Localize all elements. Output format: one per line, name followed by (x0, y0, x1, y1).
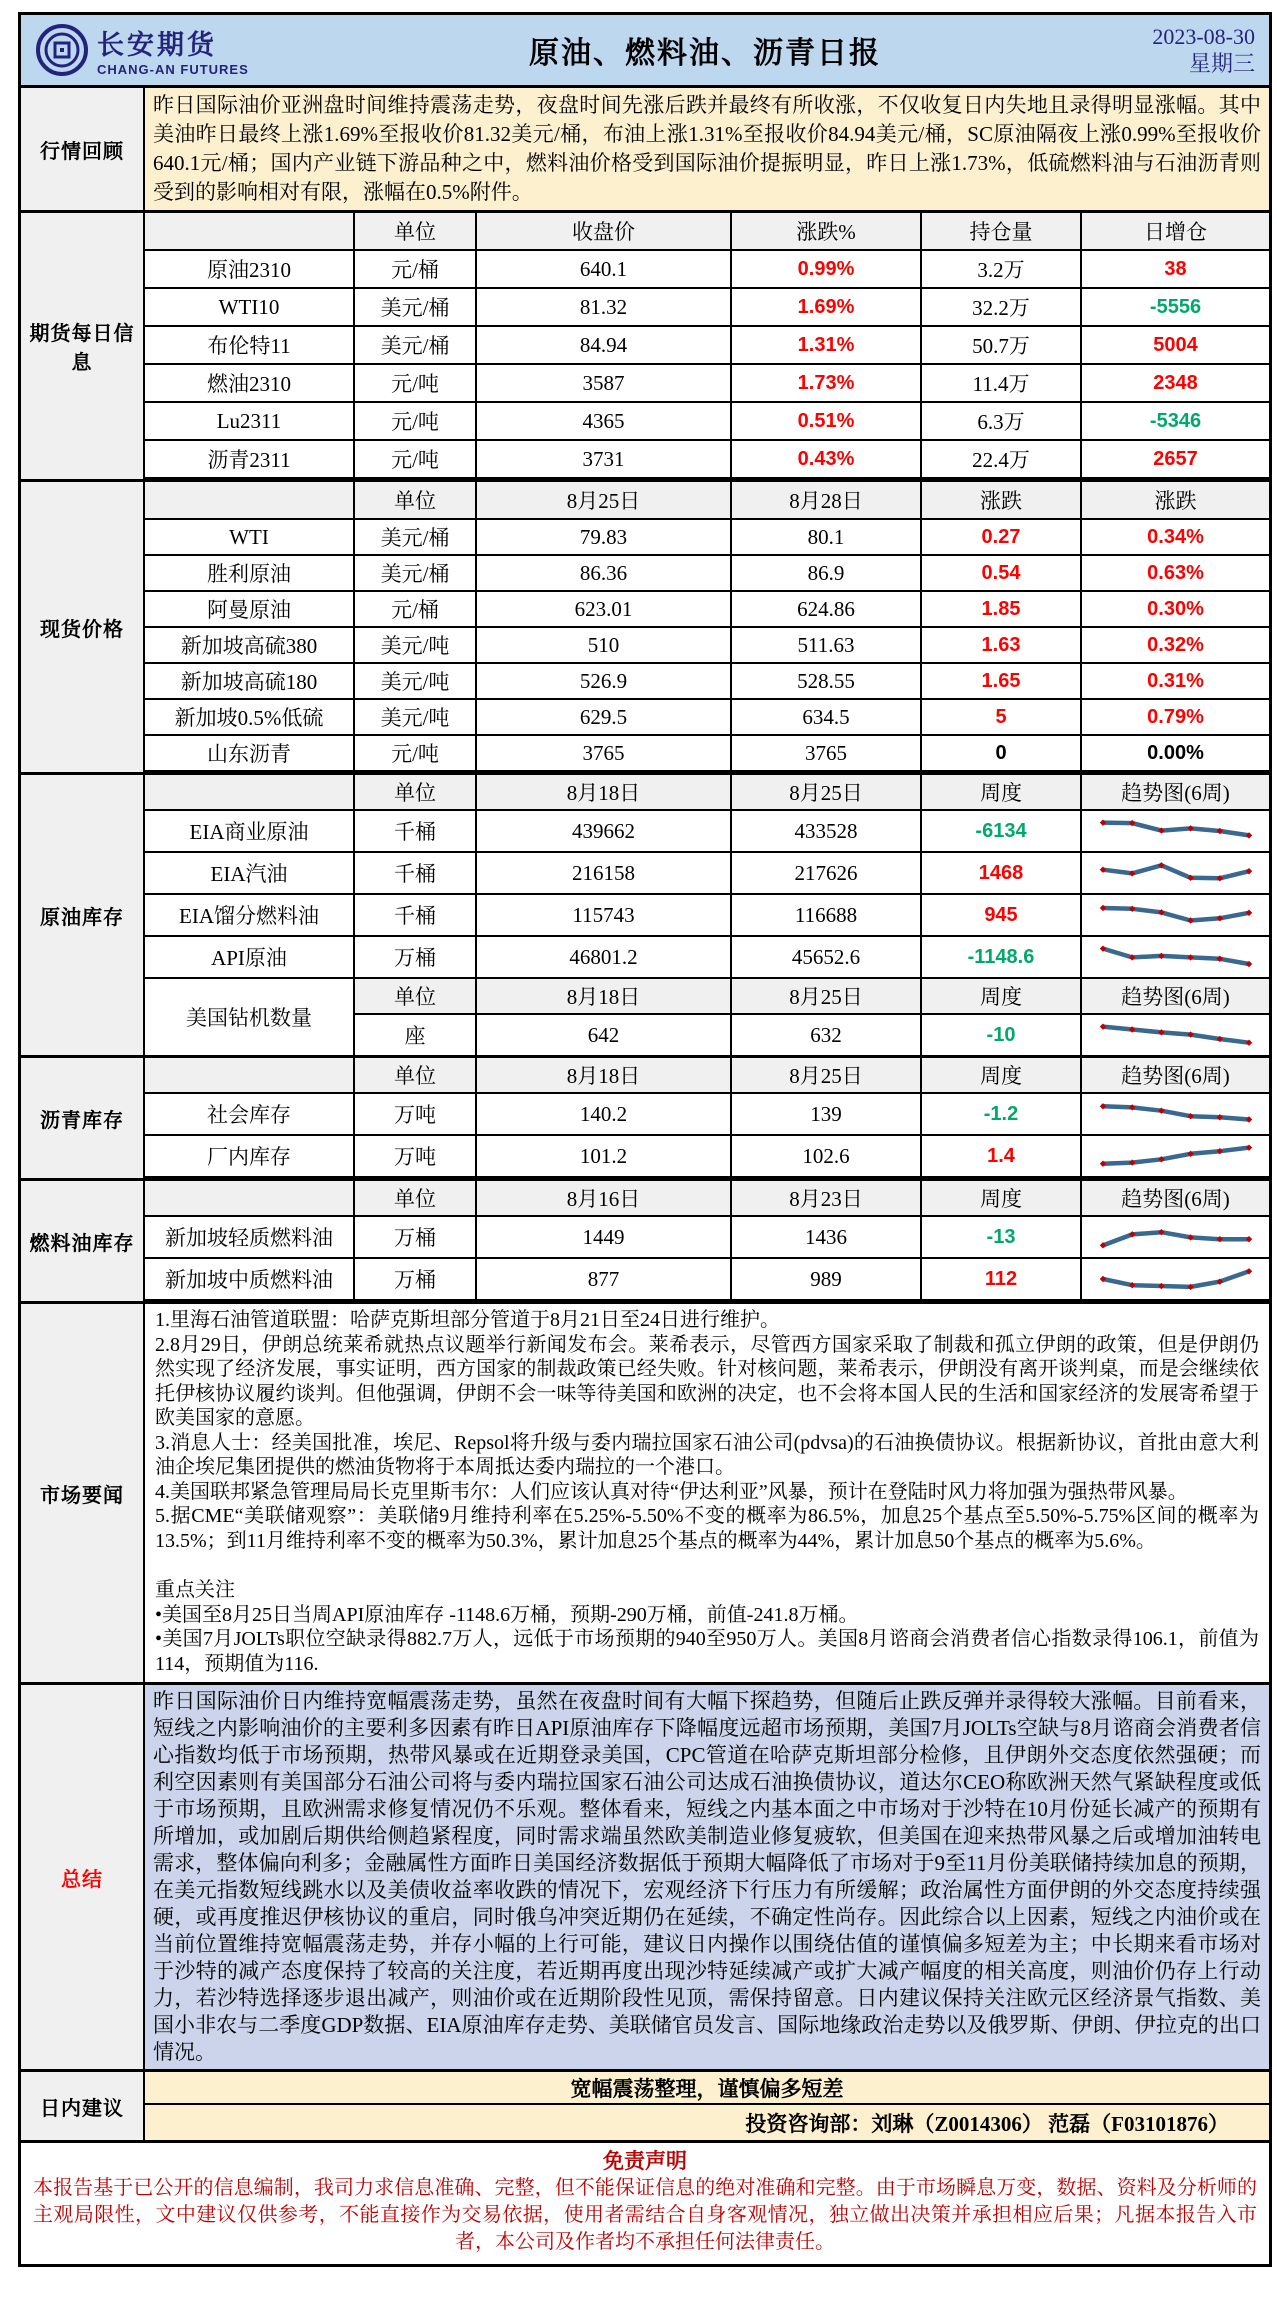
futures-table-header (145, 213, 1269, 251)
change-pct-cell: 0.32% (1082, 628, 1269, 664)
open-interest-cell: 50.7万 (922, 327, 1082, 365)
spot-table-row (145, 592, 1269, 628)
value-date2-cell: 1436 (732, 1217, 922, 1259)
change-pct-cell: 0.79% (1082, 700, 1269, 736)
price-date2-cell: 511.63 (732, 628, 922, 664)
company-name: 长安期货 (97, 30, 217, 60)
header-blank (145, 1181, 355, 1217)
header-date-2: 8月25日 (732, 1058, 922, 1094)
unit-cell: 美元/吨 (355, 664, 477, 700)
weekly-change-cell: -1.2 (922, 1094, 1082, 1136)
header-weekly: 周度 (922, 979, 1082, 1015)
unit-cell: 万桶 (355, 1217, 477, 1259)
price-date1-cell: 526.9 (477, 664, 732, 700)
section-label-market-news: 市场要闻 (21, 1304, 145, 1682)
header-blank (145, 775, 355, 811)
inventory-name: EIA馏分燃料油 (145, 895, 355, 937)
unit-cell: 元/吨 (355, 441, 477, 479)
unit-cell: 元/吨 (355, 736, 477, 772)
inventory-table-header (145, 775, 1269, 811)
news-item: 2.8月29日，伊朗总统莱希就热点议题举行新闻发布会。莱希表示，尽管西方国家采取了制裁和孤立伊朗的政策，但是伊朗仍然实现了经济发展，事实证明，西方国家的制裁政策已经失败。针对核问题，莱希表示，伊朗没有离开谈判桌，而是会继续依托伊核协议履约谈判。但他强调，伊朗不会一味等待美国和欧洲的决定，也不会将本国人民的生活和国家经济的发展寄希望于欧美国家的意愿。 (155, 1333, 1259, 1429)
inventory-name: EIA商业原油 (145, 811, 355, 853)
section-label-market-review: 行情回顾 (21, 88, 145, 210)
value-date2-cell: 139 (732, 1094, 922, 1136)
weekly-change-cell: -13 (922, 1217, 1082, 1259)
contract-name: WTI10 (145, 289, 355, 327)
price-date1-cell: 79.83 (477, 520, 732, 556)
rig-count-name: 美国钻机数量 (145, 979, 355, 1055)
header-unit: 单位 (355, 1058, 477, 1094)
inventory-name: 厂内库存 (145, 1136, 355, 1178)
section-futures-info (21, 213, 1269, 482)
section-market-review (21, 88, 1269, 213)
asphalt-inventory-table (145, 1058, 1269, 1178)
section-advice (21, 2072, 1269, 2143)
focus-item: •美国至8月25日当周API原油库存 -1148.6万桶，预期-290万桶，前值-241.8万桶。 (155, 1603, 859, 1626)
change-pct-cell: 1.73% (732, 365, 922, 403)
report-header (21, 15, 1269, 88)
section-label-crude-inventory: 原油库存 (21, 775, 145, 1055)
value-date1-cell: 46801.2 (477, 937, 732, 979)
value-date1-cell: 140.2 (477, 1094, 732, 1136)
change-pct-cell: 0.51% (732, 403, 922, 441)
change-cell: 1.65 (922, 664, 1082, 700)
unit-cell: 元/桶 (355, 251, 477, 289)
unit-cell: 美元/桶 (355, 289, 477, 327)
weekly-change-cell: 112 (922, 1259, 1082, 1301)
trend-sparkline (1082, 895, 1269, 937)
value-date2-cell: 102.6 (732, 1136, 922, 1178)
weekly-change-cell: 1.4 (922, 1136, 1082, 1178)
header-blank (145, 1058, 355, 1094)
focus-list (155, 1603, 1259, 1677)
unit-cell: 美元/桶 (355, 520, 477, 556)
summary-text: 昨日国际油价日内维持宽幅震荡走势，虽然在夜盘时间有大幅下探趋势，但随后止跌反弹并录得较大涨幅。目前看来，短线之内影响油价的主要利多因素有昨日API原油库存下降幅度远超市场预期，美国7月JOLTs空缺与8月谘商会消费者信心指数均低于市场预期，热带风暴或在近期登录美国，CPC管道在哈萨克斯坦部分检修，且伊朗外交态度依然强硬；而利空因素则有美国部分石油公司将与委内瑞拉国家石油公司达成石油换债协议，道达尔CEO称欧洲天然气紧缺程度或低于市场预期，且欧洲需求修复情况仍不乐观。整体看来，短线之内基本面之中市场对于沙特在10月份延长减产的预期有所增加，或加剧后期供给侧趋紧程度，同时需求端虽然欧美制造业修复疲软，但美国在迎来热带风暴之后或增加油转电需求，整体偏向利多；金融属性方面昨日美国经济数据低于预期大幅降低了市场对于9至11月份美联储持续加息的预期，在美元指数短线跳水以及美债收益率收跌的情况下，宏观经济下行压力有所缓解；政治属性方面伊朗的外交态度持续强硬，或再度推迟伊核协议的重启，同时俄乌冲突近期仍在延续，不确定性尚存。因此综合以上因素，短线之内油价或在当前位置维持宽幅震荡走势，并存小幅的上行可能，建议日内操作以围绕估值的谨慎偏多短差为主；中长期来看市场对于沙特的减产态度保持了较高的关注度，若近期再度出现沙特延续减产或扩大减产幅度的相关高度，则油价仍存上行动力，若沙特选择逐步退出减产，则油价或在近期阶段性见顶，需保持留意。日内建议保持关注欧元区经济景气指数、美国小非农与二季度GDP数据、EIA原油库存走势、美联储官员发言、国际地缘政治走势以及俄罗斯、伊朗、伊拉克的出口情况。 (145, 1685, 1269, 2069)
change-pct-cell: 1.69% (732, 289, 922, 327)
value-date2-cell: 433528 (732, 811, 922, 853)
inventory-table-row (145, 853, 1269, 895)
header-trend-chart: 趋势图(6周) (1082, 1181, 1269, 1217)
header-trend-chart: 趋势图(6周) (1082, 1058, 1269, 1094)
change-pct-cell: 0.99% (732, 251, 922, 289)
change-pct-cell: 0.31% (1082, 664, 1269, 700)
section-disclaimer (21, 2143, 1269, 2264)
unit-cell: 万桶 (355, 1259, 477, 1301)
header-trend-chart: 趋势图(6周) (1082, 979, 1269, 1015)
spot-table-header (145, 482, 1269, 520)
disclaimer-text: 本报告基于已公开的信息编制，我司力求信息准确、完整，但不能保证信息的绝对准确和完整。由于市场瞬息万变，数据、资料及分析师的主观局限性，文中建议仅供参考，不能直接作为交易依据，使用者需结合自身客观情况，独立做出决策并承担相应后果；凡据本报告入市者，本公司及作者均不承担任何法律责任。 (33, 2177, 1257, 2253)
report-title: 原油、燃料油、沥青日报 (529, 37, 881, 70)
oi-daily-change-cell: -5556 (1082, 289, 1269, 327)
close-price-cell: 4365 (477, 403, 732, 441)
inventory-name: API原油 (145, 937, 355, 979)
product-name: 阿曼原油 (145, 592, 355, 628)
unit-cell: 美元/桶 (355, 556, 477, 592)
section-label-summary: 总结 (21, 1685, 145, 2069)
value-date2-cell: 989 (732, 1259, 922, 1301)
open-interest-cell: 6.3万 (922, 403, 1082, 441)
header-date-1: 8月18日 (477, 775, 732, 811)
unit-cell: 万桶 (355, 937, 477, 979)
change-cell: 1.85 (922, 592, 1082, 628)
product-name: 新加坡高硫380 (145, 628, 355, 664)
price-date2-cell: 86.9 (732, 556, 922, 592)
daily-report (18, 12, 1272, 2267)
change-cell: 0 (922, 736, 1082, 772)
product-name: 胜利原油 (145, 556, 355, 592)
open-interest-cell: 22.4万 (922, 441, 1082, 479)
price-date2-cell: 634.5 (732, 700, 922, 736)
oi-daily-change-cell: -5346 (1082, 403, 1269, 441)
news-item: 4.美国联邦紧急管理局局长克里斯韦尔：人们应该认真对待“伊达利亚”风暴，预计在登陆时风力将加强为强热带风暴。 (155, 1480, 1188, 1503)
price-date1-cell: 623.01 (477, 592, 732, 628)
rig-count-block (145, 979, 1269, 1055)
price-date2-cell: 528.55 (732, 664, 922, 700)
product-name: 新加坡高硫180 (145, 664, 355, 700)
focus-item: •美国7月JOLTs职位空缺录得882.7万人，远低于市场预期的940至950万人。美国8月谘商会消费者信心指数录得106.1，前值为114，预期值为116. (155, 1628, 1259, 1675)
inventory-table-row (145, 1259, 1269, 1301)
unit-cell: 美元/桶 (355, 327, 477, 365)
unit-cell: 美元/吨 (355, 700, 477, 736)
spot-table-row (145, 700, 1269, 736)
trend-sparkline (1082, 1259, 1269, 1301)
header-weekly: 周度 (922, 1058, 1082, 1094)
weekly-change-cell: 945 (922, 895, 1082, 937)
oi-daily-change-cell: 5004 (1082, 327, 1269, 365)
trend-sparkline (1082, 853, 1269, 895)
close-price-cell: 3731 (477, 441, 732, 479)
unit-cell: 美元/吨 (355, 628, 477, 664)
inventory-name: 新加坡中质燃料油 (145, 1259, 355, 1301)
inventory-table-header (145, 1181, 1269, 1217)
advice-text: 宽幅震荡整理，谨慎偏多短差 (145, 2072, 1269, 2105)
news-item: 5.据CME“美联储观察”：美联储9月维持利率在5.25%-5.50%不变的概率为86.5%，加息25个基点至5.50%-5.75%区间的概率为13.5%；到11月维持利率不变的概率为50.3%，累计加息25个基点的概率为44%，累计加息50个基点的概率为5.6%。 (155, 1505, 1259, 1552)
value-date2-cell: 45652.6 (732, 937, 922, 979)
change-pct-cell: 0.43% (732, 441, 922, 479)
close-price-cell: 3587 (477, 365, 732, 403)
report-date: 2023-08-30 (1152, 23, 1255, 49)
section-summary (21, 1685, 1269, 2072)
rig-header-row (355, 979, 1269, 1015)
rig-data-row (355, 1015, 1269, 1055)
header-change-pct: 涨跌% (732, 213, 922, 251)
weekly-change-cell: -10 (922, 1015, 1082, 1055)
news-list (155, 1308, 1259, 1553)
section-fuel-inventory (21, 1181, 1269, 1304)
section-label-futures-info: 期货每日信息 (21, 213, 145, 479)
header-unit: 单位 (355, 213, 477, 251)
header-weekly: 周度 (922, 1181, 1082, 1217)
inventory-table-row (145, 811, 1269, 853)
advice-analysts: 投资咨询部：刘琳（Z0014306） 范磊（F03101876） (145, 2105, 1269, 2140)
header-unit: 单位 (355, 979, 477, 1015)
company-name-en: CHANG-AN FUTURES (97, 62, 249, 77)
unit-cell: 千桶 (355, 895, 477, 937)
price-date1-cell: 86.36 (477, 556, 732, 592)
header-change: 涨跌 (922, 482, 1082, 520)
weekly-change-cell: -6134 (922, 811, 1082, 853)
contract-name: Lu2311 (145, 403, 355, 441)
unit-cell: 千桶 (355, 811, 477, 853)
spot-table (145, 482, 1269, 772)
header-date-1: 8月25日 (477, 482, 732, 520)
section-asphalt-inventory (21, 1058, 1269, 1181)
price-date2-cell: 624.86 (732, 592, 922, 628)
spot-table-row (145, 628, 1269, 664)
section-market-news (21, 1304, 1269, 1685)
spot-table-row (145, 736, 1269, 772)
market-review-text: 昨日国际油价亚洲盘时间维持震荡走势，夜盘时间先涨后跌并最终有所收涨，不仅收复日内失地且录得明显涨幅。其中美油昨日最终上涨1.69%至报收价81.32美元/桶，布油上涨1.31%至报收价84.94美元/桶，SC原油隔夜上涨0.99%至报收价640.1元/桶；国内产业链下游品种之中，燃料油价格受到国际油价提振明显，昨日上涨1.73%，低硫燃料油与石油沥青则受到的影响相对有限，涨幅在0.5%附件。 (145, 88, 1269, 210)
inventory-table-row (145, 1136, 1269, 1178)
trend-sparkline (1082, 1136, 1269, 1178)
weekly-change-cell: 1468 (922, 853, 1082, 895)
futures-table-row (145, 441, 1269, 479)
value-date1-cell: 1449 (477, 1217, 732, 1259)
close-price-cell: 81.32 (477, 289, 732, 327)
crude-inventory-table (145, 775, 1269, 979)
section-crude-inventory (21, 775, 1269, 1058)
spot-table-row (145, 520, 1269, 556)
contract-name: 原油2310 (145, 251, 355, 289)
change-pct-cell: 0.34% (1082, 520, 1269, 556)
header-date-1: 8月16日 (477, 1181, 732, 1217)
contract-name: 燃油2310 (145, 365, 355, 403)
futures-table (145, 213, 1269, 479)
section-label-advice: 日内建议 (21, 2072, 145, 2140)
change-pct-cell: 0.00% (1082, 736, 1269, 772)
company-logo-icon (35, 23, 89, 77)
contract-name: 沥青2311 (145, 441, 355, 479)
price-date1-cell: 510 (477, 628, 732, 664)
value-date2-cell: 217626 (732, 853, 922, 895)
futures-table-row (145, 403, 1269, 441)
close-price-cell: 640.1 (477, 251, 732, 289)
open-interest-cell: 32.2万 (922, 289, 1082, 327)
company-logo (21, 23, 351, 77)
disclaimer-title: 免责声明 (603, 2149, 687, 2173)
trend-sparkline (1082, 1094, 1269, 1136)
header-blank (145, 213, 355, 251)
value-date1-cell: 439662 (477, 811, 732, 853)
product-name: 山东沥青 (145, 736, 355, 772)
change-pct-cell: 1.31% (732, 327, 922, 365)
futures-table-row (145, 365, 1269, 403)
inventory-table-row (145, 937, 1269, 979)
unit-cell: 千桶 (355, 853, 477, 895)
unit-cell: 元/吨 (355, 365, 477, 403)
product-name: WTI (145, 520, 355, 556)
change-pct-cell: 0.63% (1082, 556, 1269, 592)
inventory-name: 新加坡轻质燃料油 (145, 1217, 355, 1259)
header-date-1: 8月18日 (477, 979, 732, 1015)
header-unit: 单位 (355, 1181, 477, 1217)
change-cell: 0.27 (922, 520, 1082, 556)
header-oi-daily-change: 日增仓 (1082, 213, 1269, 251)
section-label-spot-prices: 现货价格 (21, 482, 145, 772)
header-date-2: 8月23日 (732, 1181, 922, 1217)
header-open-interest: 持仓量 (922, 213, 1082, 251)
change-cell: 1.63 (922, 628, 1082, 664)
inventory-table-row (145, 1094, 1269, 1136)
inventory-name: EIA汽油 (145, 853, 355, 895)
inventory-name: 社会库存 (145, 1094, 355, 1136)
header-unit: 单位 (355, 775, 477, 811)
unit-cell: 元/桶 (355, 592, 477, 628)
spot-table-row (145, 556, 1269, 592)
close-price-cell: 84.94 (477, 327, 732, 365)
header-date-1: 8月18日 (477, 1058, 732, 1094)
weekly-change-cell: -1148.6 (922, 937, 1082, 979)
product-name: 新加坡0.5%低硫 (145, 700, 355, 736)
unit-cell: 万吨 (355, 1094, 477, 1136)
futures-table-row (145, 289, 1269, 327)
trend-sparkline (1082, 1015, 1269, 1055)
contract-name: 布伦特11 (145, 327, 355, 365)
price-date2-cell: 80.1 (732, 520, 922, 556)
value-date2-cell: 116688 (732, 895, 922, 937)
fuel-inventory-table (145, 1181, 1269, 1301)
oi-daily-change-cell: 2657 (1082, 441, 1269, 479)
section-label-fuel-inventory: 燃料油库存 (21, 1181, 145, 1301)
change-cell: 0.54 (922, 556, 1082, 592)
news-item: 3.消息人士：经美国批准，埃尼、Repsol将升级与委内瑞拉国家石油公司(pdvsa)的石油换债协议。根据新协议，首批由意大利油企埃尼集团提供的燃油货物将于本周抵达委内瑞拉的一个港口。 (155, 1431, 1259, 1478)
value-date1-cell: 101.2 (477, 1136, 732, 1178)
inventory-table-header (145, 1058, 1269, 1094)
news-item: 1.里海石油管道联盟：哈萨克斯坦部分管道于8月21日至24日进行维护。 (155, 1309, 780, 1331)
trend-sparkline (1082, 811, 1269, 853)
section-spot-prices (21, 482, 1269, 775)
header-date-2: 8月25日 (732, 979, 922, 1015)
report-weekday: 星期三 (1188, 51, 1255, 76)
change-cell: 5 (922, 700, 1082, 736)
header-close: 收盘价 (477, 213, 732, 251)
spot-table-row (145, 664, 1269, 700)
futures-table-row (145, 251, 1269, 289)
unit-cell: 元/吨 (355, 403, 477, 441)
value-date1-cell: 216158 (477, 853, 732, 895)
price-date1-cell: 3765 (477, 736, 732, 772)
header-weekly: 周度 (922, 775, 1082, 811)
value-date1-cell: 877 (477, 1259, 732, 1301)
trend-sparkline (1082, 937, 1269, 979)
header-blank (145, 482, 355, 520)
price-date1-cell: 629.5 (477, 700, 732, 736)
header-change-pct: 涨跌 (1082, 482, 1269, 520)
value-date1-cell: 115743 (477, 895, 732, 937)
value-date2-cell: 632 (732, 1015, 922, 1055)
value-date1-cell: 642 (477, 1015, 732, 1055)
trend-sparkline (1082, 1217, 1269, 1259)
header-date-2: 8月25日 (732, 775, 922, 811)
header-unit: 单位 (355, 482, 477, 520)
header-date-2: 8月28日 (732, 482, 922, 520)
inventory-table-row (145, 895, 1269, 937)
change-pct-cell: 0.30% (1082, 592, 1269, 628)
open-interest-cell: 3.2万 (922, 251, 1082, 289)
open-interest-cell: 11.4万 (922, 365, 1082, 403)
unit-cell: 万吨 (355, 1136, 477, 1178)
unit-cell: 座 (355, 1015, 477, 1055)
header-trend-chart: 趋势图(6周) (1082, 775, 1269, 811)
price-date2-cell: 3765 (732, 736, 922, 772)
focus-title: 重点关注 (155, 1579, 235, 1601)
inventory-table-row (145, 1217, 1269, 1259)
report-date-block (1059, 23, 1269, 78)
oi-daily-change-cell: 2348 (1082, 365, 1269, 403)
section-label-asphalt-inventory: 沥青库存 (21, 1058, 145, 1178)
oi-daily-change-cell: 38 (1082, 251, 1269, 289)
futures-table-row (145, 327, 1269, 365)
